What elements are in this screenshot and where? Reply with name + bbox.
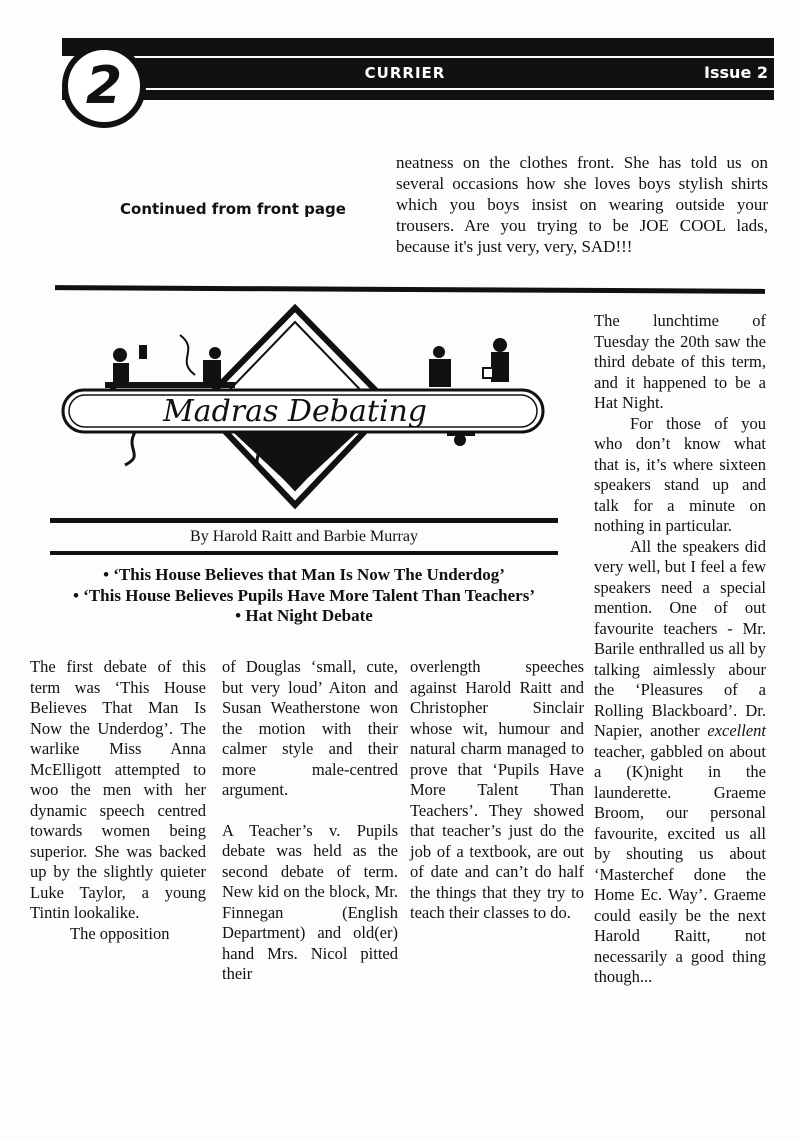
headline-item: • ‘This House Believes that Man Is Now The Underdog’: [103, 565, 505, 584]
emphasis: excellent: [707, 721, 766, 740]
article-column-1: [30, 657, 206, 944]
paragraph: of Douglas ‘small, cute, but very loud’ Aiton and Susan Weatherstone won the motion with their calmer style and their more male-centred argument.: [222, 657, 398, 799]
headline-item: • ‘This House Believes Pupils Have More Talent Than Teachers’: [72, 585, 535, 605]
article-column-3: [410, 657, 584, 924]
paragraph: For those of you who don’t know what that is, it’s where sixteen speakers stand up and talk for a minute on nothing in particular.: [594, 413, 766, 535]
paragraph: The lunchtime of Tuesday the 20th saw the third debate of this term, and it happened to be a Hat Night.: [594, 311, 766, 412]
header-banner-bottom: [62, 90, 774, 100]
byline: By Harold Raitt and Barbie Murray: [190, 528, 418, 545]
byline-rule-top: [50, 518, 558, 523]
header-banner-top: [62, 38, 774, 56]
continued-label: Continued from front page: [120, 200, 346, 218]
logo-title: Madras Debating: [162, 394, 428, 429]
paragraph: The first debate of this term was ‘This House Believes That Man Is Now the Underdog’. The warlike Miss Anna McElligott attempted to woo the men with her dynamic speech centred towards women being superior. She was backed up by the slightly quieter Luke Taylor, a young Tintin lookalike.: [30, 657, 206, 922]
article-column-4: [594, 311, 766, 988]
paragraph: A Teacher’s v. Pupils debate was held as the second debate of term. New kid on the block, Mr. Finnegan (English Department) and old(er) hand Mrs. Nicol pitted their: [222, 820, 398, 983]
paragraph: All the speakers did very well, but I feel a few speakers need a special mention. One of out favourite teachers - Mr. Barile enthralled us all by talking aimlessly abour the ‘Pleasures of a Rolling Blackboard’. Dr. Napier, another excellent teacher, gabbled on about a (K)night in the launderette. Graeme Broom, our personal favourite, excited us all by shouting us about ‘Masterchef done the Home Ec. Way’. Graeme could easily be the next Harold Raitt, not necessarily a good thing though...: [594, 536, 766, 986]
paragraph: The opposition: [70, 923, 170, 943]
byline-rule-bottom: [50, 551, 558, 555]
headline-list: [50, 565, 558, 627]
section-divider: [55, 285, 765, 294]
madras-debating-logo: [55, 300, 555, 515]
headline-item: • Hat Night Debate: [235, 606, 373, 625]
issue-label: Issue 2: [704, 63, 768, 82]
continued-text: neatness on the clothes front. She has told us on several occasions how she loves boys stylish shirts which you boys insist on wearing outside your trousers. Are you trying to be JOE COOL lads, because it's just very, very, SAD!!!: [396, 153, 768, 256]
article-column-2: [222, 657, 398, 985]
publication-name: CURRIER: [364, 64, 446, 82]
paragraph: overlength speeches against Harold Raitt and Christopher Sinclair whose wit, humour and natural charm managed to prove that ‘Pupils Have More Talent Than Teachers’. They showed that teacher’s just do the job of a textbook, are out of date and can’t do half the things that they try to teach their classes to do.: [410, 657, 584, 922]
page-number: 2: [85, 56, 123, 116]
